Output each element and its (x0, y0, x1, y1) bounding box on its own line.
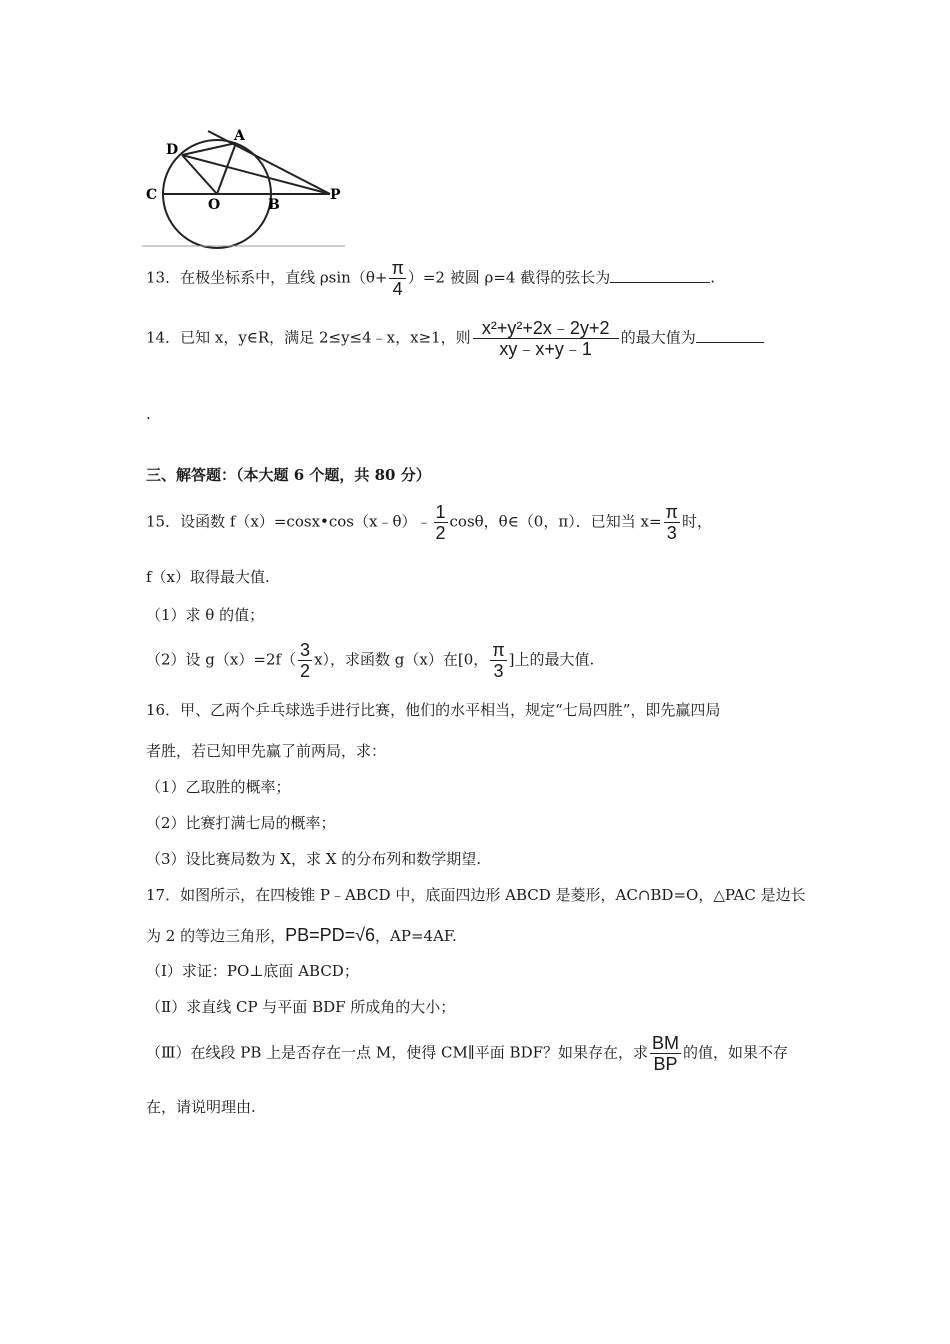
q17-p3-post: 的值，如果不存 (683, 1043, 789, 1062)
q15-p2-f2-den: 3 (493, 661, 504, 681)
q16-line2: 者胜，若已知甲先赢了前两局，求： (146, 742, 387, 760)
line-od (182, 155, 217, 194)
q17-line2 (146, 924, 457, 947)
label-o: O (208, 197, 221, 213)
q13-end: . (710, 268, 715, 287)
q14-fraction (473, 318, 619, 359)
q15-f2-den: 3 (666, 523, 677, 543)
section-heading: 三、解答题：（本大题 6 个题，共 80 分） (146, 466, 431, 484)
q14-frac-den: xy﹣x+y﹣1 (499, 339, 592, 359)
q15-fraction-half (434, 502, 448, 543)
label-c: C (146, 187, 158, 203)
q15-text-post: 时， (681, 512, 712, 531)
q17-last-line: 在，请说明理由. (146, 1098, 256, 1116)
q17-frac-num: BM (652, 1033, 680, 1053)
q13-frac-num: π (391, 258, 404, 278)
q17-pb-pd-math: PB=PD=√6 (285, 925, 376, 945)
q15-p2-f2-num: π (492, 640, 505, 660)
label-b: B (268, 197, 280, 213)
q13-text-post: ）=2 被圆 ρ=4 截得的弦长为 (407, 268, 611, 287)
q17-bm-bp-fraction (650, 1033, 681, 1074)
q17-part1: （Ⅰ）求证：PO⊥底面 ABCD； (146, 962, 359, 980)
q17-part3 (146, 1033, 788, 1074)
stray-period: . (146, 405, 151, 423)
q14-text-post: 的最大值为 (620, 328, 696, 347)
label-d: D (166, 142, 179, 158)
q15-p2-text: （2）设 g（x）=2f（ (146, 650, 297, 669)
line-da (182, 143, 236, 155)
q17-line2-post: ，AP=4AF. (375, 927, 457, 945)
q15-line2: f（x）取得最大值. (146, 568, 270, 586)
q15-p2-text-post: ]上的最大值. (508, 650, 595, 669)
q15-p2-f1-den: 2 (300, 661, 311, 681)
q15-p2-fraction-pi3 (490, 640, 506, 681)
q16-part3: （3）设比赛局数为 X，求 X 的分布列和数学期望. (146, 850, 481, 868)
q14-answer-blank (696, 328, 764, 343)
q15-p2-f1-num: 3 (300, 640, 311, 660)
label-a: A (234, 128, 245, 144)
q15-text: 15．设函数 f（x）=cosx•cos（x﹣θ）﹣ (146, 512, 432, 531)
label-p: P (330, 187, 341, 203)
q17-line2-text: 为 2 的等边三角形， (146, 927, 286, 945)
q17-p3-text: （Ⅲ）在线段 PB 上是否存在一点 M，使得 CM∥平面 BDF？如果存在，求 (146, 1043, 649, 1062)
line-dp (182, 155, 330, 194)
question-15 (146, 502, 712, 543)
question-13 (146, 258, 715, 299)
q17-frac-den: BP (653, 1054, 678, 1074)
tangent-line (208, 131, 330, 194)
q15-text-mid: cosθ，θ∈（0，π）．已知当 x= (449, 512, 662, 531)
q13-text: 13．在极坐标系中，直线 ρsin（θ+ (146, 268, 388, 287)
q16-line1: 16．甲、乙两个乒乓球选手进行比赛，他们的水平相当，规定“七局四胜”，即先赢四局 (146, 701, 721, 719)
question-14 (146, 318, 764, 359)
q16-part1: （1）乙取胜的概率； (146, 778, 291, 796)
q14-text: 14．已知 x，y∈R，满足 2≤y≤4﹣x，x≥1，则 (146, 328, 471, 347)
q17-part2: （Ⅱ）求直线 CP 与平面 BDF 所成角的大小； (146, 998, 456, 1016)
circle-tangent-figure (140, 125, 350, 250)
q13-frac-den: 4 (392, 279, 403, 299)
q14-frac-num: x²+y²+2x﹣2y+2 (473, 318, 619, 339)
q15-part2 (146, 640, 594, 681)
q15-f1-num: 1 (435, 502, 446, 522)
q15-f1-den: 2 (435, 523, 446, 543)
q15-p2-text-mid: x），求函数 g（x）在[0， (314, 650, 489, 669)
q17-line1: 17．如图所示，在四棱锥 P﹣ABCD 中，底面四边形 ABCD 是菱形，AC∩BD=O，△PAC 是边长 (146, 886, 806, 904)
q15-p2-fraction-32 (298, 640, 312, 681)
q15-part1: （1）求 θ 的值； (146, 606, 265, 624)
q15-fraction-pi3 (664, 502, 680, 543)
q13-fraction (389, 258, 405, 299)
q16-part2: （2）比赛打满七局的概率； (146, 814, 336, 832)
q13-answer-blank (610, 268, 710, 283)
q15-f2-num: π (665, 502, 678, 522)
